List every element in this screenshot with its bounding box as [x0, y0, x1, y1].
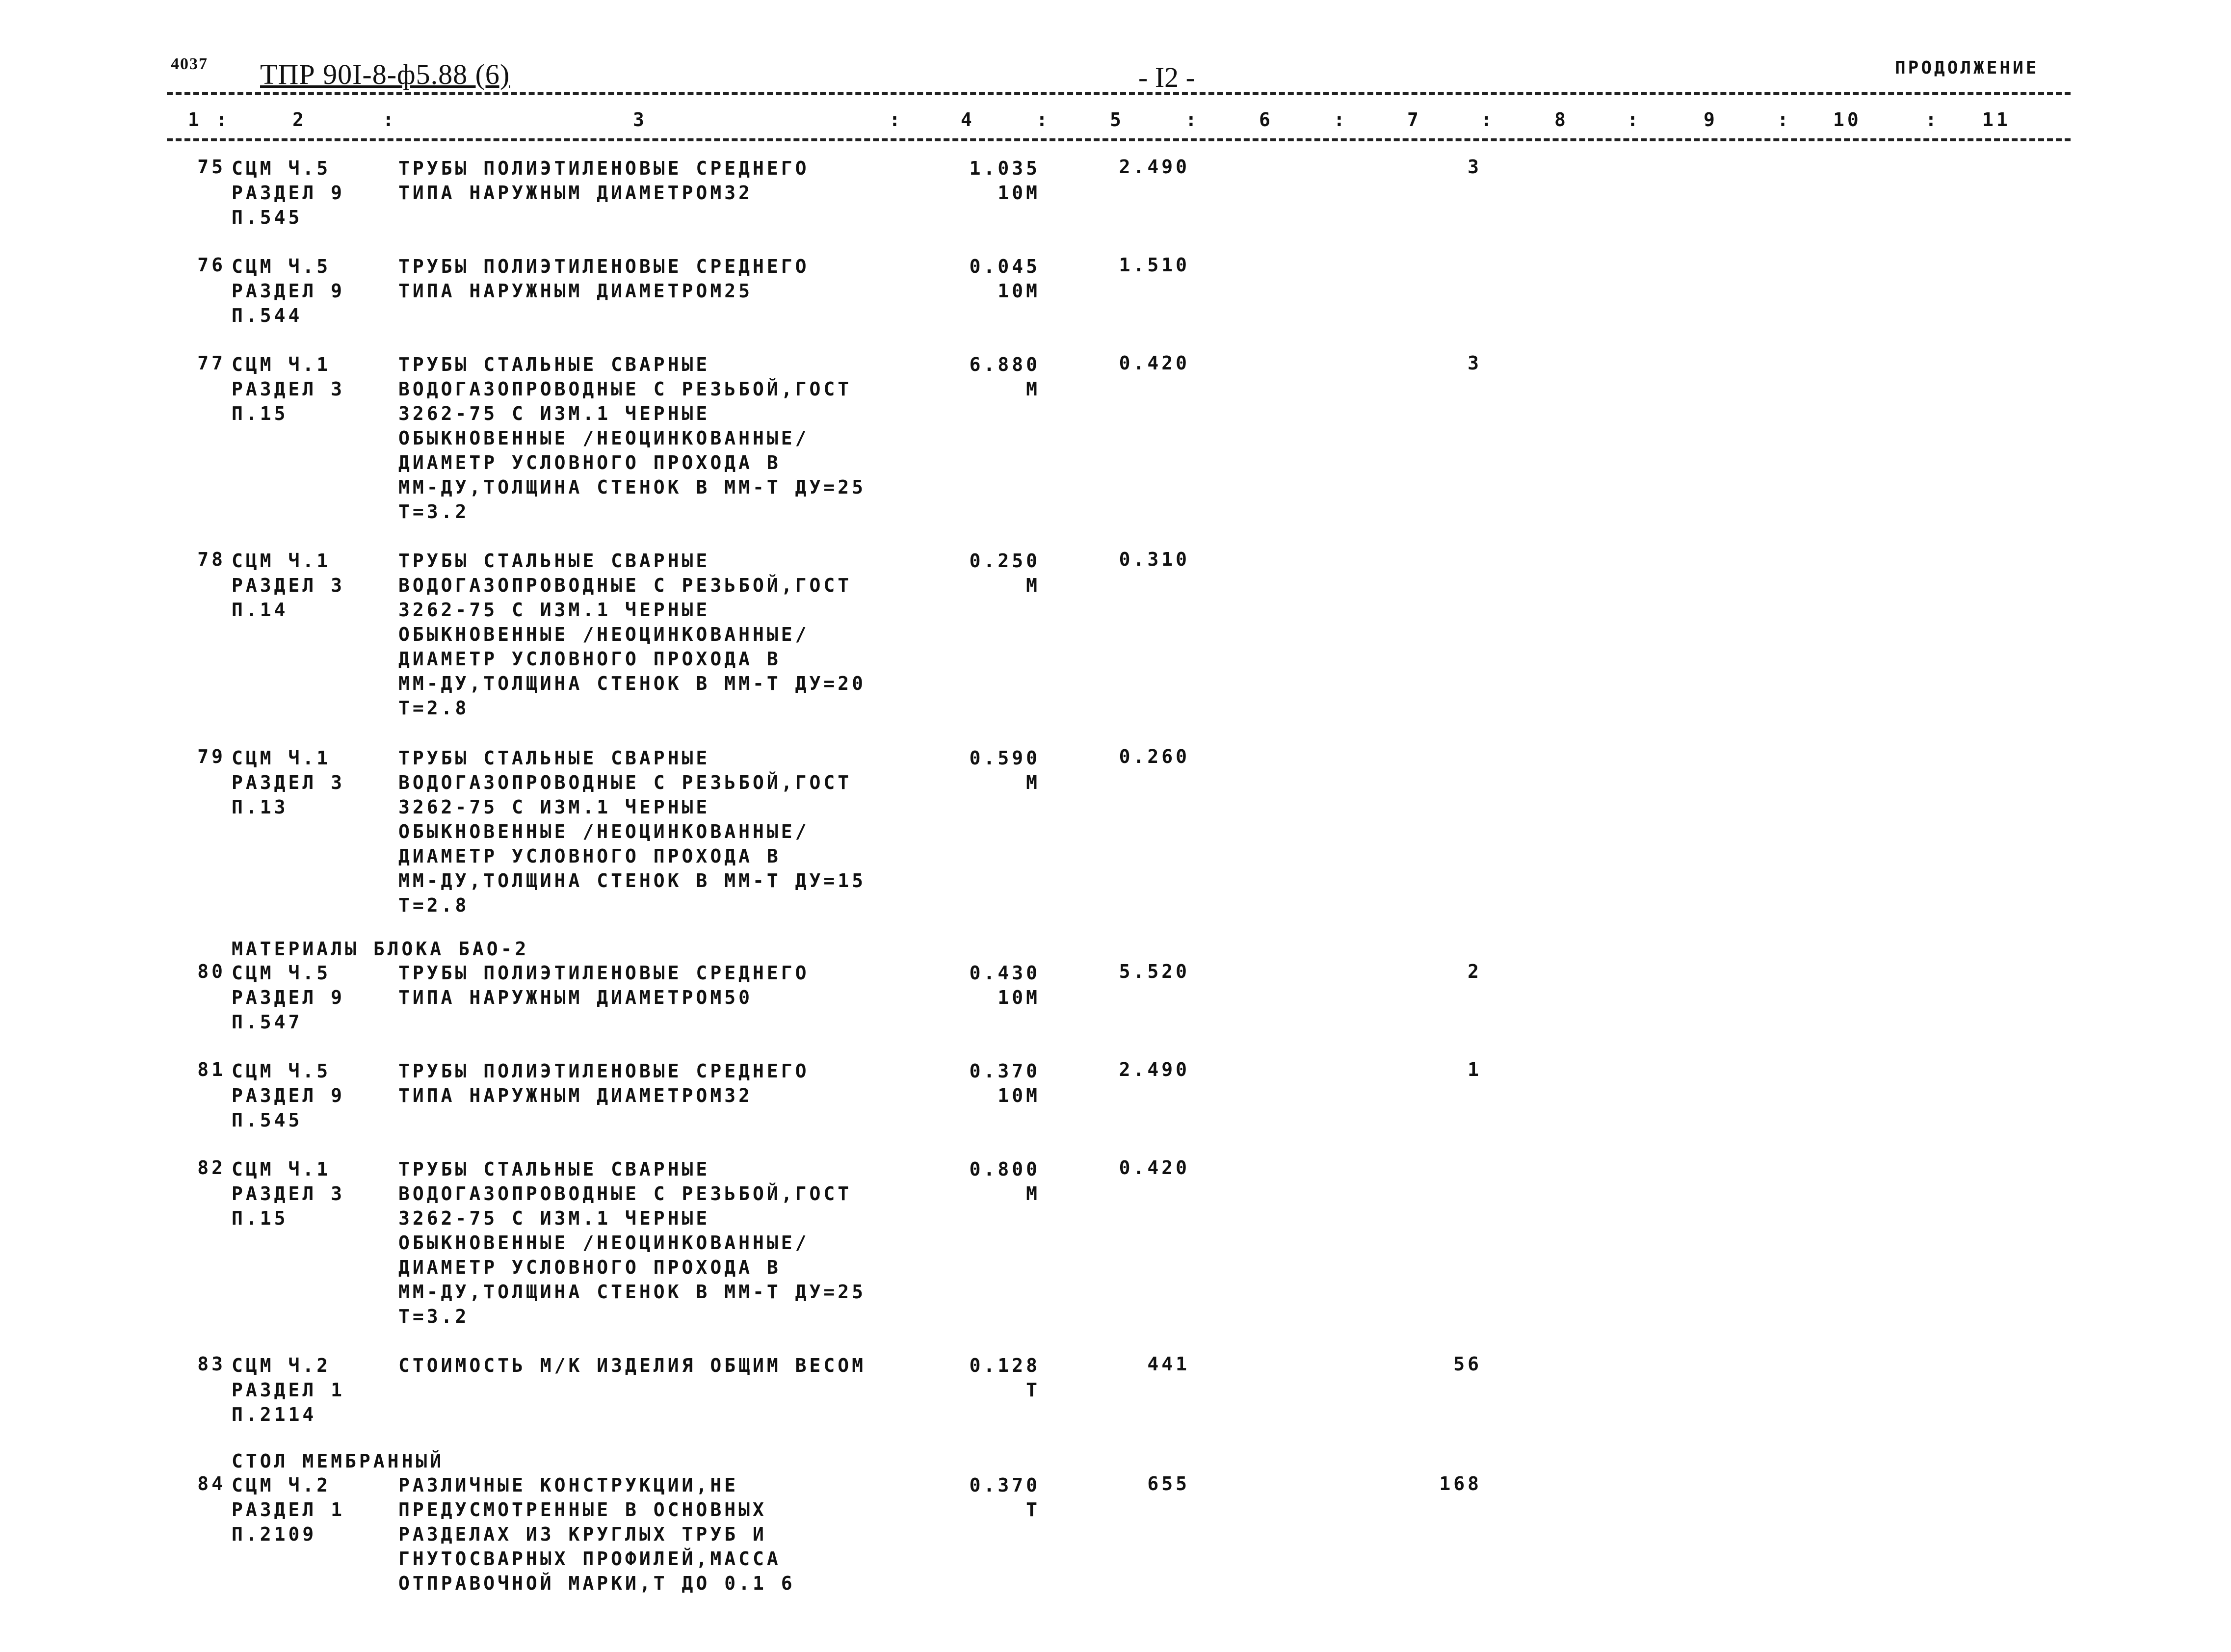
row-price: 0.420: [1119, 352, 1190, 374]
row-col7: 3: [1468, 156, 1482, 178]
row-description: ТРУБЫ ПОЛИЭТИЛЕНОВЫЕ СРЕДНЕГО ТИПА НАРУЖНЫМ ДИАМЕТРОМ25: [398, 256, 810, 302]
row-description: ТРУБЫ ПОЛИЭТИЛЕНОВЫЕ СРЕДНЕГО ТИПА НАРУЖНЫМ ДИАМЕТРОМ50: [398, 962, 810, 1008]
row-code: СЦМ Ч.2 РАЗДЕЛ 1 П.2109: [232, 1474, 345, 1545]
col-9: 9: [1704, 109, 1718, 131]
row-price: 2.490: [1119, 1059, 1190, 1080]
row-col7: 2: [1468, 961, 1482, 982]
row-quantity: 6.880 М: [969, 354, 1040, 400]
row-description: ТРУБЫ ПОЛИЭТИЛЕНОВЫЕ СРЕДНЕГО ТИПА НАРУЖНЫМ ДИАМЕТРОМ32: [398, 157, 810, 204]
col-11: 11: [1982, 109, 2011, 131]
rule-top: [167, 92, 2071, 95]
row-description: ТРУБЫ СТАЛЬНЫЕ СВАРНЫЕ ВОДОГАЗОПРОВОДНЫЕ С РЕЗЬБОЙ,ГОСТ 3262-75 С ИЗМ.1 ЧЕРНЫЕ ОБЫКНОВЕННЫЕ /НЕОЦИНКОВАННЫЕ/ ДИАМЕТР УСЛОВНОГО ПРОХОДА В ММ-ДУ,ТОЛЩИНА СТЕНОК В ММ-Т ДУ=25 Т=3.2: [398, 354, 866, 523]
col-5: 5: [1110, 109, 1124, 131]
row-price: 0.420: [1119, 1157, 1190, 1179]
page-number: - I2 -: [1138, 61, 1195, 93]
row-code: СЦМ Ч.5 РАЗДЕЛ 9 П.545: [232, 1060, 345, 1131]
row-price: 5.520: [1119, 961, 1190, 982]
row-quantity: 0.800 М: [969, 1158, 1040, 1205]
col-7: 7: [1407, 109, 1421, 131]
row-code: СЦМ Ч.2 РАЗДЕЛ 1 П.2114: [232, 1355, 345, 1425]
row-description: СТОИМОСТЬ М/К ИЗДЕЛИЯ ОБЩИМ ВЕСОМ: [398, 1355, 866, 1376]
rule-header-bottom: [167, 138, 2071, 141]
row-number: 80: [197, 961, 226, 982]
row-description: ТРУБЫ СТАЛЬНЫЕ СВАРНЫЕ ВОДОГАЗОПРОВОДНЫЕ С РЕЗЬБОЙ,ГОСТ 3262-75 С ИЗМ.1 ЧЕРНЫЕ ОБЫКНОВЕННЫЕ /НЕОЦИНКОВАННЫЕ/ ДИАМЕТР УСЛОВНОГО ПРОХОДА В ММ-ДУ,ТОЛЩИНА СТЕНОК В ММ-Т ДУ=25 Т=3.2: [398, 1158, 866, 1327]
row-quantity: 0.045 10М: [969, 256, 1040, 302]
col-1: 1: [188, 109, 202, 131]
row-col7: 3: [1468, 352, 1482, 374]
row-code: СЦМ Ч.5 РАЗДЕЛ 9 П.544: [232, 256, 345, 326]
row-number: 81: [197, 1059, 226, 1080]
col-6: 6: [1259, 109, 1273, 131]
row-col7: 168: [1439, 1473, 1482, 1495]
row-quantity: 0.370 10М: [969, 1060, 1040, 1106]
section-title: МАТЕРИАЛЫ БЛОКА БАО-2: [232, 938, 529, 960]
row-col7: 56: [1453, 1353, 1482, 1375]
row-price: 441: [1147, 1353, 1190, 1375]
document-code: [260, 58, 510, 91]
row-quantity: 0.370 Т: [969, 1474, 1040, 1521]
row-code: СЦМ Ч.1 РАЗДЕЛ 3 П.13: [232, 747, 345, 818]
row-number: 77: [197, 352, 226, 374]
row-description: ТРУБЫ СТАЛЬНЫЕ СВАРНЫЕ ВОДОГАЗОПРОВОДНЫЕ С РЕЗЬБОЙ,ГОСТ 3262-75 С ИЗМ.1 ЧЕРНЫЕ ОБЫКНОВЕННЫЕ /НЕОЦИНКОВАННЫЕ/ ДИАМЕТР УСЛОВНОГО ПРОХОДА В ММ-ДУ,ТОЛЩИНА СТЕНОК В ММ-Т ДУ=20 Т=2.8: [398, 550, 866, 719]
col-8: 8: [1554, 109, 1569, 131]
row-quantity: 0.590 М: [969, 747, 1040, 793]
row-description: ТРУБЫ СТАЛЬНЫЕ СВАРНЫЕ ВОДОГАЗОПРОВОДНЫЕ С РЕЗЬБОЙ,ГОСТ 3262-75 С ИЗМ.1 ЧЕРНЫЕ ОБЫКНОВЕННЫЕ /НЕОЦИНКОВАННЫЕ/ ДИАМЕТР УСЛОВНОГО ПРОХОДА В ММ-ДУ,ТОЛЩИНА СТЕНОК В ММ-Т ДУ=15 Т=2.8: [398, 747, 866, 916]
row-price: 1.510: [1119, 254, 1190, 276]
row-code: СЦМ Ч.1 РАЗДЕЛ 3 П.15: [232, 354, 345, 424]
continuation-label: ПРОДОЛЖЕНИЕ: [1895, 58, 2039, 78]
row-number: 78: [197, 549, 226, 570]
row-quantity: 0.128 Т: [969, 1355, 1040, 1401]
col-4: 4: [961, 109, 975, 131]
row-code: СЦМ Ч.1 РАЗДЕЛ 3 П.14: [232, 550, 345, 621]
row-number: 75: [197, 156, 226, 178]
row-number: 76: [197, 254, 226, 276]
row-description: РАЗЛИЧНЫЕ КОНСТРУКЦИИ,НЕ ПРЕДУСМОТРЕННЫЕ В ОСНОВНЫХ РАЗДЕЛАХ ИЗ КРУГЛЫХ ТРУБ И ГНУТОСВАРНЫХ ПРОФИЛЕЙ,МАССА ОТПРАВОЧНОЙ МАРКИ,Т ДО 0.1 6: [398, 1474, 795, 1594]
row-quantity: 1.035 10М: [969, 157, 1040, 204]
row-price: 655: [1147, 1473, 1190, 1495]
row-code: СЦМ Ч.5 РАЗДЕЛ 9 П.545: [232, 157, 345, 228]
document-code-text: ТПР 90I-8-ф5.88 (6): [260, 58, 510, 90]
row-description: ТРУБЫ ПОЛИЭТИЛЕНОВЫЕ СРЕДНЕГО ТИПА НАРУЖНЫМ ДИАМЕТРОМ32: [398, 1060, 810, 1106]
row-quantity: 0.250 М: [969, 550, 1040, 596]
row-code: СЦМ Ч.1 РАЗДЕЛ 3 П.15: [232, 1158, 345, 1229]
col-10: 10: [1833, 109, 1862, 131]
sheet-number: 4037: [171, 55, 208, 73]
row-price: 0.260: [1119, 746, 1190, 767]
row-code: СЦМ Ч.5 РАЗДЕЛ 9 П.547: [232, 962, 345, 1033]
col-3: 3: [633, 109, 647, 131]
row-col7: 1: [1468, 1059, 1482, 1080]
section-title: СТОЛ МЕМБРАННЫЙ: [232, 1450, 445, 1472]
row-number: 83: [197, 1353, 226, 1375]
row-number: 82: [197, 1157, 226, 1179]
row-number: 84: [197, 1473, 226, 1495]
row-price: 0.310: [1119, 549, 1190, 570]
col-2: 2: [292, 109, 307, 131]
row-number: 79: [197, 746, 226, 767]
row-quantity: 0.430 10М: [969, 962, 1040, 1008]
row-price: 2.490: [1119, 156, 1190, 178]
